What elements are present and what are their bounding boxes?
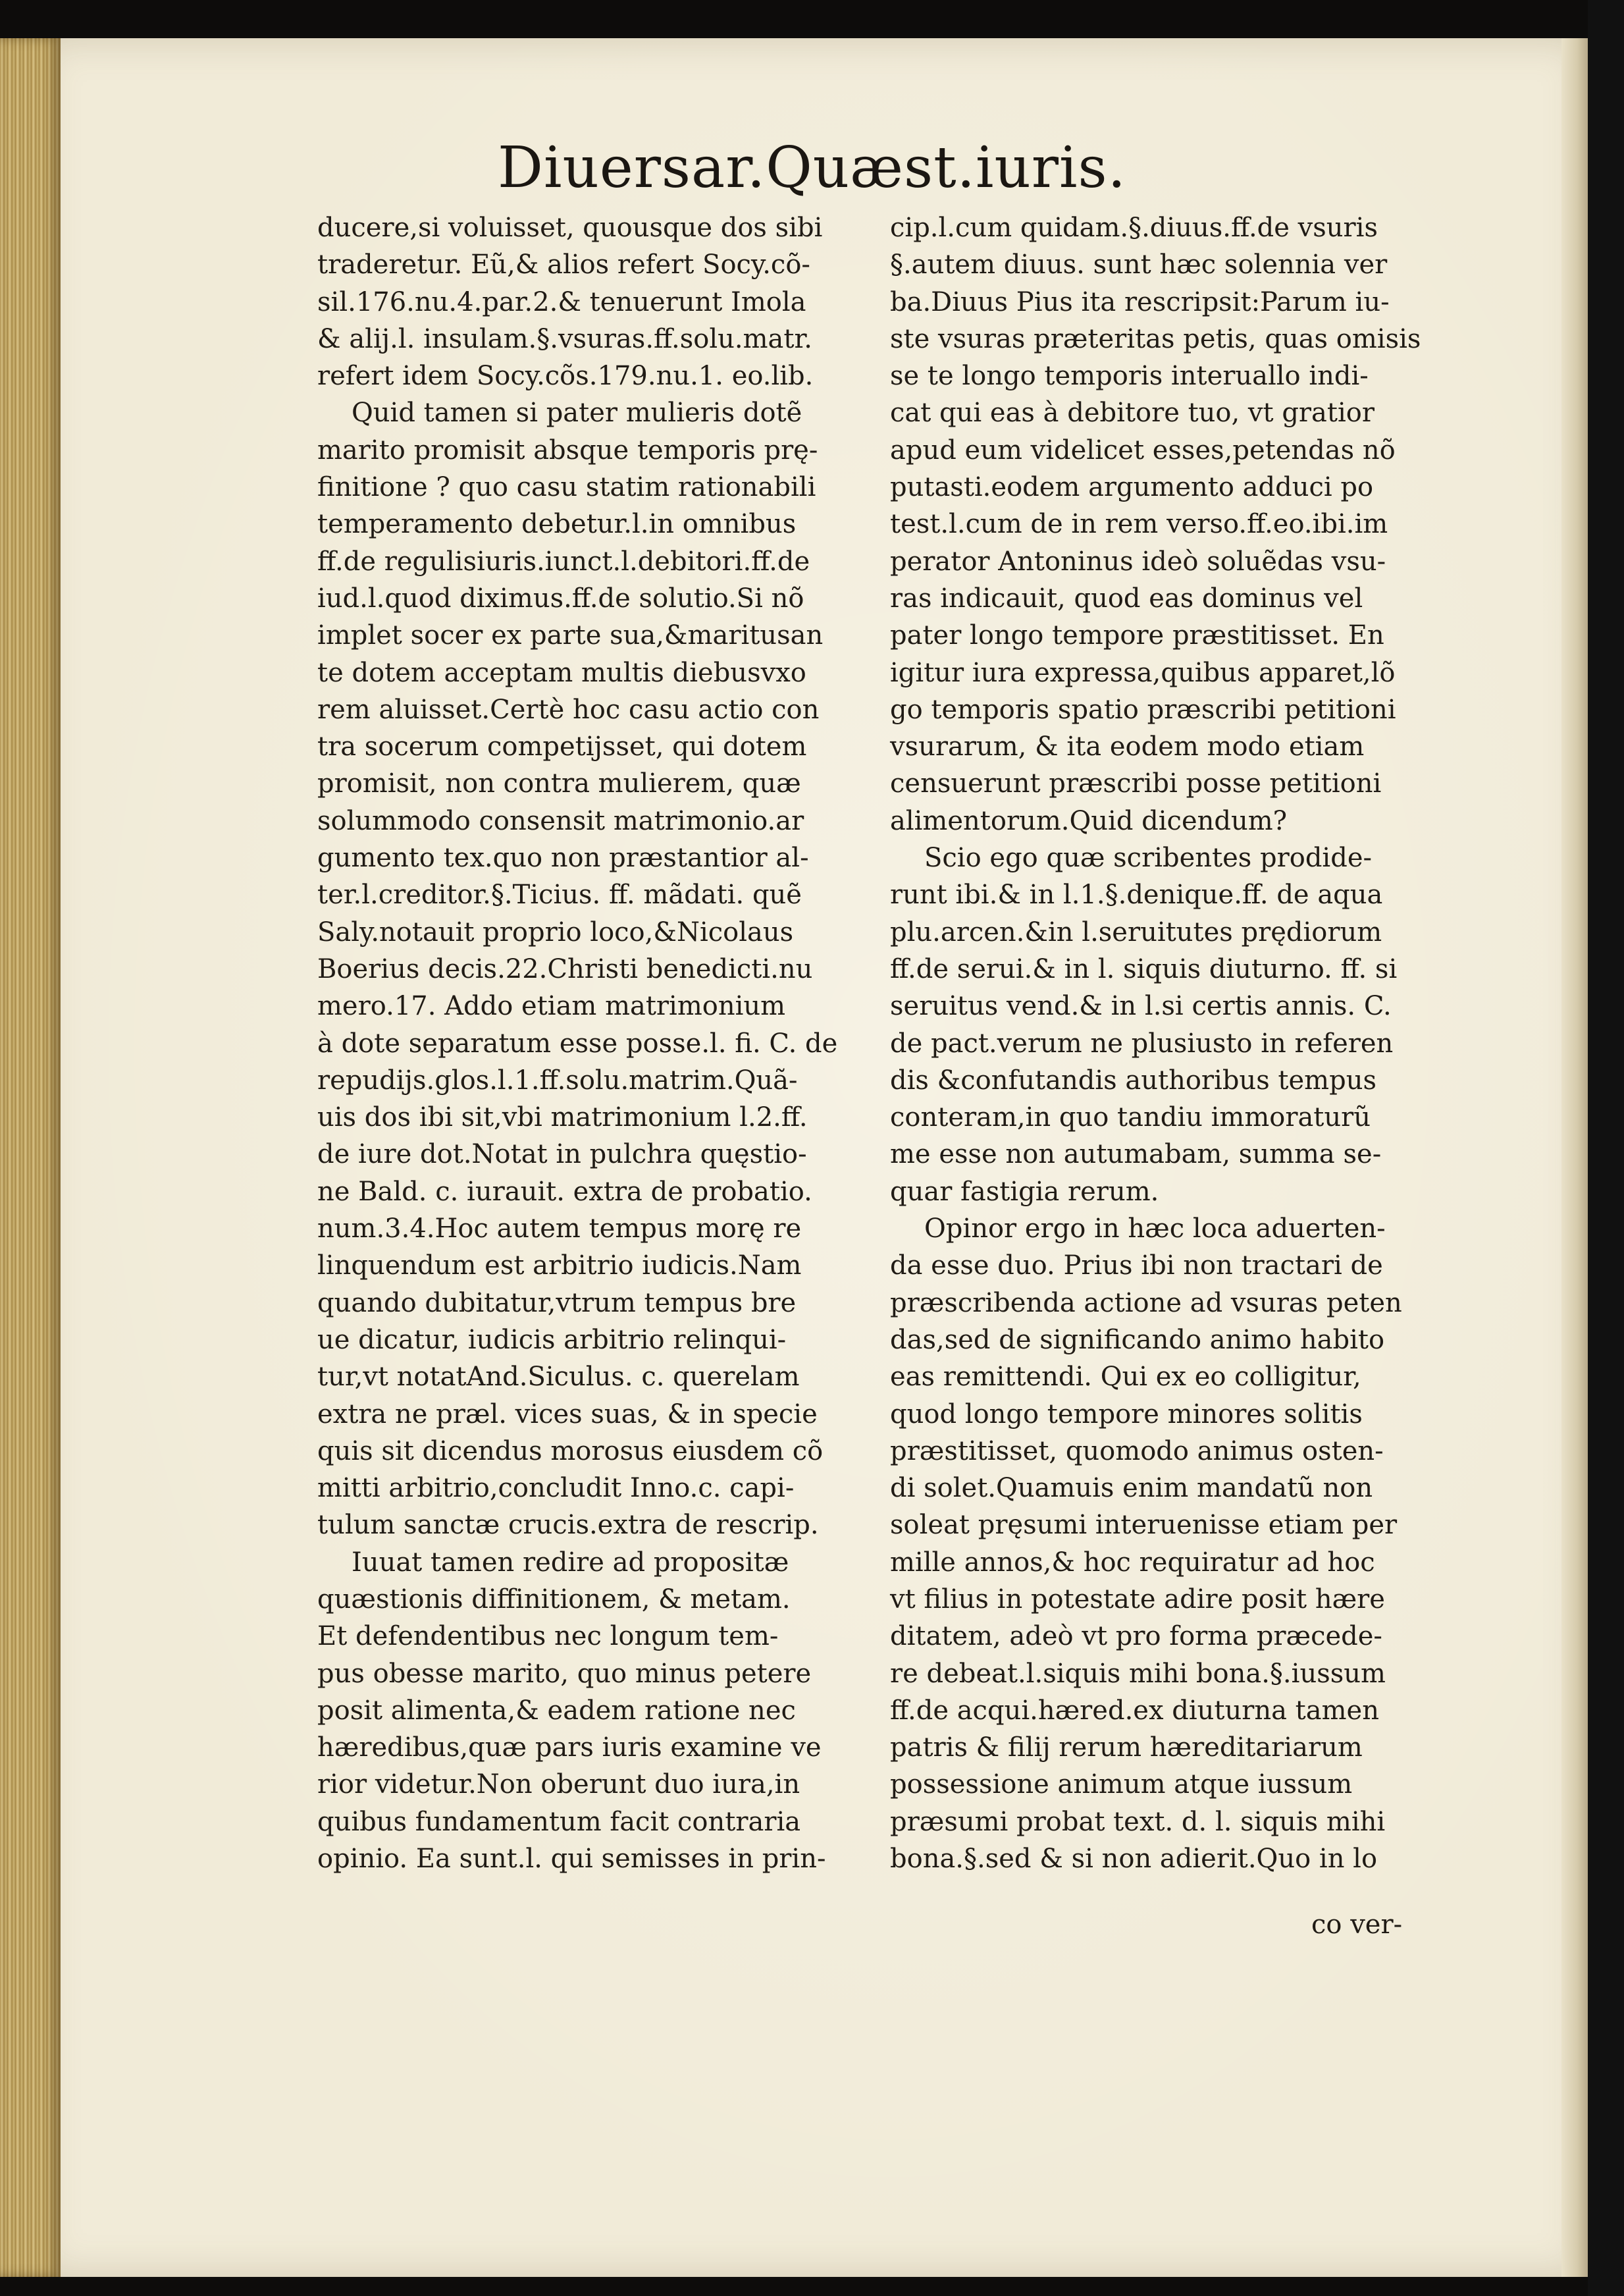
text-line: di solet.Quamuis enim mandatũ non [890,1473,1373,1504]
text-line: pus obesse marito, quo minus petere [317,1658,812,1689]
text-line: Boerius decis.22.Christi benedicti.nu [317,953,813,984]
text-line: Opinor ergo in hæc loca aduerten- [924,1214,1386,1244]
text-line: finitione ? quo casu statim rationabili [317,472,816,503]
text-line: ditatem, adeò vt pro forma præcede- [890,1621,1382,1652]
text-line: ras indicauit, quod eas dominus vel [890,583,1363,614]
text-line: Iuuat tamen redire ad propositæ [352,1547,789,1578]
next-page-edge [1561,38,1588,2277]
text-line: ter.l.creditor.§.Ticius. ff. mãdati. quẽ [317,880,802,911]
text-line: Saly.notauit proprio loco,&Nicolaus [317,917,794,948]
text-line: linquendum est arbitrio iudicis.Nam [317,1250,802,1281]
background-margin [1588,0,1624,2296]
text-line: se te longo temporis interuallo indi- [890,361,1369,392]
left-text-column [317,209,837,1877]
text-line: mille annos,& hoc requiratur ad hoc [890,1547,1375,1578]
text-line: seruitus vend.& in l.si certis annis. C. [890,991,1392,1022]
text-line: quis sit dicendus morosus eiusdem cõ [317,1435,824,1466]
text-line: bona.§.sed & si non adierit.Quo in lo [890,1844,1378,1875]
text-line: promisit, non contra mulierem, quæ [317,768,801,799]
text-line: quod longo tempore minores solitis [890,1399,1363,1429]
text-line: tur,vt notatAnd.Siculus. c. querelam [317,1362,800,1393]
text-line: quibus fundamentum facit contraria [317,1806,801,1837]
text-line: ff.de regulisiuris.iunct.l.debitori.ff.de [317,546,810,577]
text-line: repudijs.glos.l.1.ff.solu.matrim.Quã- [317,1065,798,1096]
text-line: putasti.eodem argumento adduci po [890,472,1374,503]
text-line: à dote separatum esse posse.l. fi. C. de [317,1028,838,1059]
text-line: gumento tex.quo non præstantior al- [317,843,809,874]
catchword: co ver- [1311,1909,1403,1940]
text-line: pater longo tempore præstitisset. En [890,620,1384,651]
text-line: alimentorum.Quid dicendum? [890,805,1288,836]
text-line: & alij.l. insulam.§.vsuras.ff.solu.matr. [317,323,812,354]
text-line: runt ibi.& in l.1.§.denique.ff. de aqua [890,880,1383,911]
text-line: vt filius in potestate adire posit hære [890,1584,1385,1615]
text-line: §.autem diuus. sunt hæc solennia ver [890,250,1388,280]
text-line: ducere,si voluisset, quousque dos sibi [317,213,823,243]
text-line: possessione animum atque iussum [890,1769,1353,1800]
text-line: dis &confutandis authoribus tempus [890,1065,1377,1096]
text-line: implet socer ex parte sua,&maritusan [317,620,824,651]
text-line: uis dos ibi sit,vbi matrimonium l.2.ff. [317,1102,808,1133]
text-line: plu.arcen.&in l.seruitutes prędiorum [890,917,1382,948]
text-line: præscribenda actione ad vsuras peten [890,1287,1402,1318]
text-line: solummodo consensit matrimonio.ar [317,805,804,836]
text-line: conteram,in quo tandiu immoraturũ [890,1102,1371,1133]
text-line: cip.l.cum quidam.§.diuus.ff.de vsuris [890,213,1378,243]
text-line: ff.de acqui.hæred.ex diuturna tamen [890,1695,1379,1726]
text-line: ne Bald. c. iurauit. extra de probatio. [317,1176,812,1207]
right-text-column [890,209,1421,1877]
text-line: patris & filij rerum hæreditariarum [890,1732,1363,1763]
text-line: hæredibus,quæ pars iuris examine ve [317,1732,822,1763]
text-line: tra socerum competijsset, qui dotem [317,732,807,762]
text-line: vsurarum, & ita eodem modo etiam [890,732,1365,762]
text-line: Quid tamen si pater mulieris dotẽ [352,398,802,429]
text-line: quando dubitatur,vtrum tempus bre [317,1287,797,1318]
text-line: marito promisit absque temporis prę- [317,435,818,466]
text-line: ba.Diuus Pius ita rescripsit:Parum iu- [890,286,1390,317]
text-line: igitur iura expressa,quibus apparet,lõ [890,657,1396,688]
text-line: ste vsuras præteritas petis, quas omisis [890,323,1421,354]
text-line: de pact.verum ne plusiusto in referen [890,1028,1394,1059]
text-line: perator Antoninus ideò soluẽdas vsu- [890,546,1386,577]
text-line: iud.l.quod diximus.ff.de solutio.Si nõ [317,583,804,614]
text-line: præstitisset, quomodo animus osten- [890,1435,1384,1466]
text-line: rem aluisset.Certè hoc casu actio con [317,694,820,725]
text-line: refert idem Socy.cõs.179.nu.1. eo.lib. [317,361,814,392]
text-line: de iure dot.Notat in pulchra quęstio- [317,1139,807,1170]
text-line: das,sed de significando animo habito [890,1324,1385,1355]
text-line: Et defendentibus nec longum tem- [317,1621,779,1652]
text-line: me esse non autumabam, summa se- [890,1139,1382,1170]
text-line: rior videtur.Non oberunt duo iura,in [317,1769,800,1800]
text-line: eas remittendi. Qui ex eo colligitur, [890,1362,1361,1393]
text-line: apud eum videlicet esses,petendas nõ [890,435,1396,466]
text-line: traderetur. Eũ,& alios refert Socy.cõ- [317,250,810,280]
text-line: da esse duo. Prius ibi non tractari de [890,1250,1383,1281]
text-line: præsumi probat text. d. l. siquis mihi [890,1806,1386,1837]
text-line: mero.17. Addo etiam matrimonium [317,991,786,1022]
text-line: temperamento debetur.l.in omnibus [317,509,797,540]
text-line: soleat pręsumi interuenisse etiam per [890,1510,1398,1541]
text-line: opinio. Ea sunt.l. qui semisses in prin- [317,1844,826,1875]
text-line: posit alimenta,& eadem ratione nec [317,1695,796,1726]
text-line: sil.176.nu.4.par.2.& tenuerunt Imola [317,286,806,317]
text-line: go temporis spatio præscribi petitioni [890,694,1396,725]
book-edge [0,38,61,2277]
text-line: Scio ego quæ scribentes prodide- [924,843,1373,874]
text-line: censuerunt præscribi posse petitioni [890,768,1382,799]
text-line: mitti arbitrio,concludit Inno.c. capi- [317,1473,795,1504]
text-line: tulum sanctæ crucis.extra de rescrip. [317,1510,819,1541]
text-line: cat qui eas à debitore tuo, vt gratior [890,398,1375,429]
text-line: ff.de serui.& in l. siquis diuturno. ff. si [890,953,1398,984]
text-line: ue dicatur, iudicis arbitrio relinqui- [317,1324,787,1355]
text-line: te dotem acceptam multis diebusvxo [317,657,806,688]
text-line: test.l.cum de in rem verso.ff.eo.ibi.im [890,509,1388,540]
running-head: Diuersar.Quæst.iuris. [498,135,1126,201]
text-line: re debeat.l.siquis mihi bona.§.iussum [890,1658,1386,1689]
text-line: extra ne præl. vices suas, & in specie [317,1399,818,1429]
text-line: quæstionis diffinitionem, & metam. [317,1584,791,1615]
text-line: num.3.4.Hoc autem tempus morę re [317,1214,802,1244]
text-line: quar fastigia rerum. [890,1176,1159,1207]
